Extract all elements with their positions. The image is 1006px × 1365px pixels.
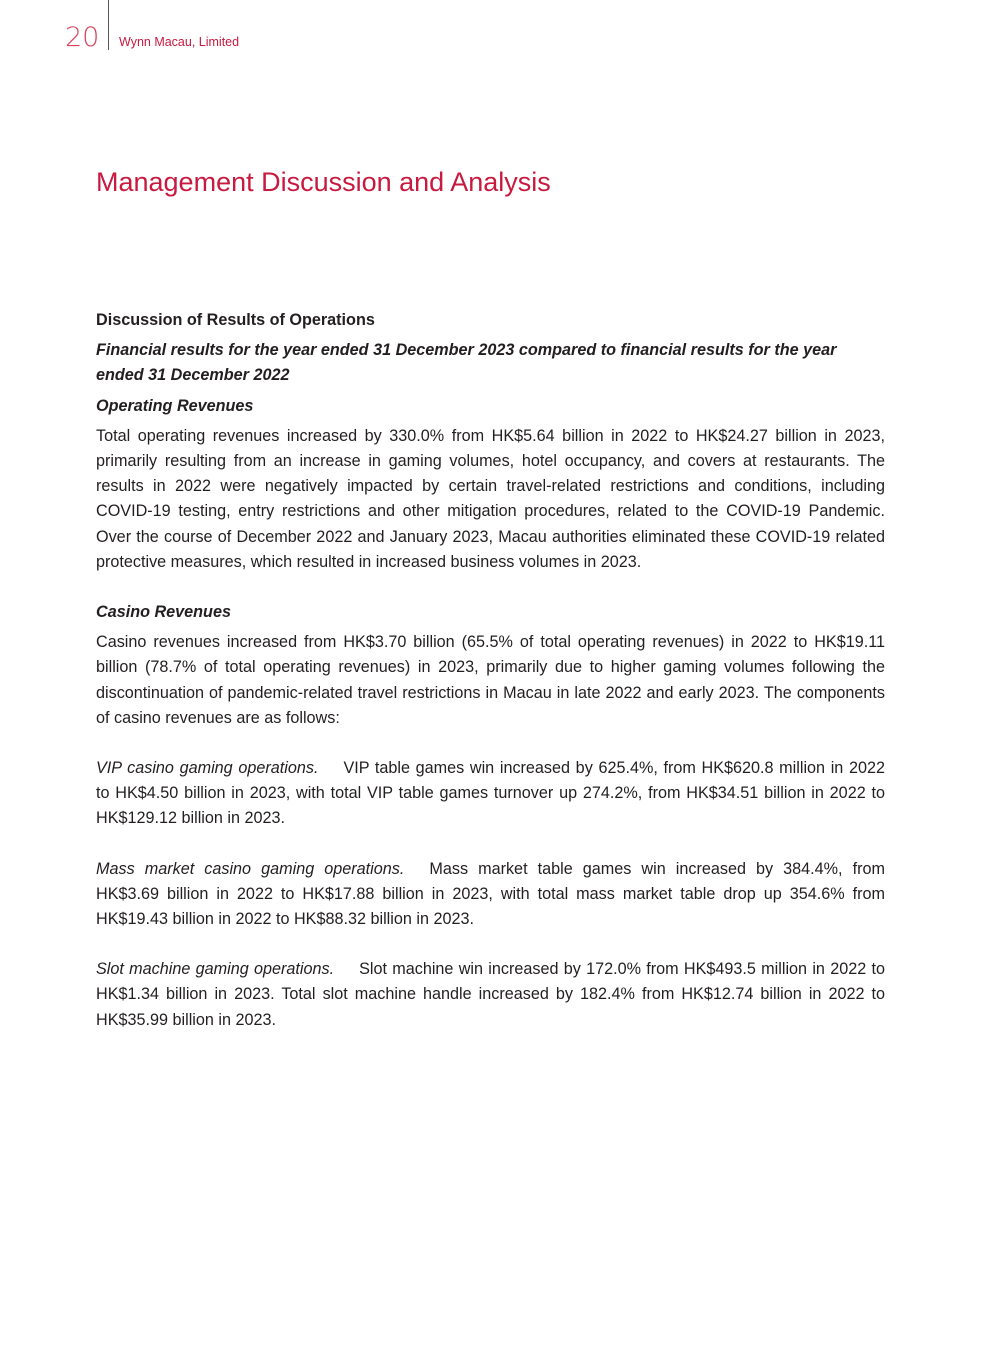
section-subheading: Financial results for the year ended 31 December 2023 compared to financial results for the year ended 31 December 2022 xyxy=(96,341,837,385)
page-number: 20 xyxy=(65,22,100,53)
section-heading: Discussion of Results of Operations xyxy=(96,311,375,329)
vip-lead: VIP casino gaming operations. xyxy=(96,759,319,778)
company-name: Wynn Macau, Limited xyxy=(119,35,240,49)
slot-lead: Slot machine gaming operations. xyxy=(96,960,335,979)
vip-paragraph xyxy=(96,756,885,832)
spacer xyxy=(96,832,885,857)
header-divider xyxy=(108,0,109,50)
operating-revenues-paragraph: Total operating revenues increased by 330.0% from HK$5.64 billion in 2022 to HK$24.27 billion in 2023, primarily resulting from an increase in gaming volumes, hotel occupancy, and covers at restaurants. The results in 2022 were negatively impacted by certain travel-related restrictions and conditions, including COVID-19 testing, entry restrictions and other mitigation procedures, related to the COVID-19 Pandemic. Over the course of December 2022 and January 2023, Macau authorities eliminated these COVID-19 related protective measures, which resulted in increased business volumes in 2023. xyxy=(96,426,885,571)
slot-paragraph xyxy=(96,957,885,1033)
mass-paragraph xyxy=(96,857,885,933)
page-title: Management Discussion and Analysis xyxy=(96,167,551,197)
spacer xyxy=(96,731,885,756)
vip-body: VIP table games win increased by 625.4%, from HK$620.8 million in 2022 to HK$4.50 billion in 2023, with total VIP table games turnover up 274.2%, from HK$34.51 billion in 2022 to HK$129.12 billion in 2023. xyxy=(96,759,885,828)
slot-body: Slot machine win increased by 172.0% from HK$493.5 million in 2022 to HK$1.34 billion in 2023. Total slot machine handle increased by 182.4% from HK$12.74 billion in 2022 to HK$35.99 billion in 2023. xyxy=(96,960,885,1029)
operating-revenues-heading: Operating Revenues xyxy=(96,396,254,415)
mass-body: Mass market table games win increased by 384.4%, from HK$3.69 billion in 2022 to HK$17.88 billion in 2023, with total mass market table drop up 354.6% from HK$19.43 billion in 2022 to HK$88.32 billion in 2023. xyxy=(96,859,885,929)
mass-lead: Mass market casino gaming operations. xyxy=(96,859,405,878)
casino-revenues-heading: Casino Revenues xyxy=(96,603,231,622)
main-content xyxy=(96,308,885,1033)
spacer xyxy=(96,575,885,600)
spacer xyxy=(96,932,885,957)
casino-revenues-paragraph: Casino revenues increased from HK$3.70 billion (65.5% of total operating revenues) in 2022 to HK$19.11 billion (78.7% of total operating revenues) in 2023, primarily due to higher gaming volumes following the discontinuation of pandemic-related travel restrictions in Macau in late 2022 and early 2023. The components of casino revenues are as follows: xyxy=(96,633,885,727)
